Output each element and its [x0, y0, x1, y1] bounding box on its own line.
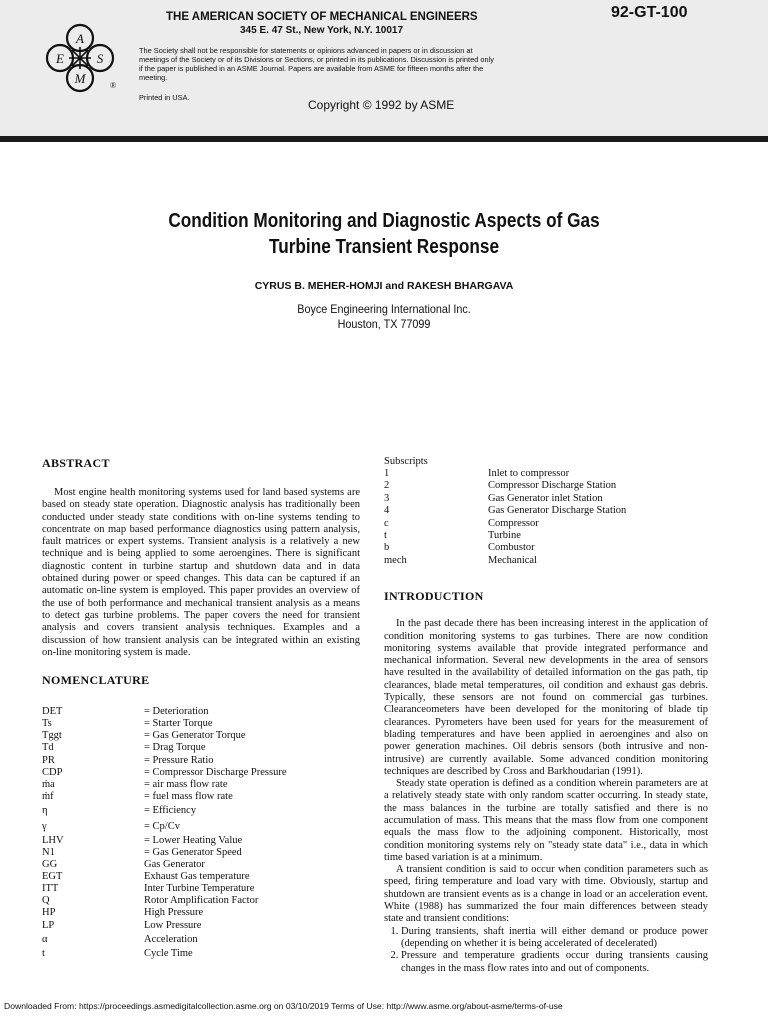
nomenclature-row: [42, 755, 360, 767]
nomenclature-definition: Gas Generator: [144, 859, 205, 871]
nomenclature-definition: = fuel mass flow rate: [144, 790, 233, 802]
subscript-definition: Gas Generator Discharge Station: [488, 505, 627, 517]
nomenclature-definition: Acceleration: [144, 933, 198, 945]
subscript-symbol: b: [384, 542, 390, 554]
subscript-symbol: 3: [384, 492, 390, 504]
logo-letter-m: M: [74, 71, 86, 86]
society-address: 345 E. 47 St., New York, N.Y. 10017: [240, 25, 404, 36]
nomenclature-definition: = Lower Heating Value: [144, 834, 243, 846]
subscript-symbol: 1: [384, 468, 390, 479]
nomenclature-symbol: t: [42, 947, 45, 959]
affiliation-location: Houston, TX 77099: [337, 317, 431, 331]
list-item: 1. During transients, shaft inertia will either demand or produce power (depending on whether it is being accelerated of decelerated): [401, 926, 708, 951]
subscript-definition: Turbine: [488, 530, 521, 542]
nomenclature-row: [42, 767, 360, 779]
nomenclature-definition: = Drag Torque: [144, 742, 206, 754]
paper-title: [54, 208, 714, 260]
subscript-symbol: 2: [384, 480, 390, 492]
nomenclature-definition: = Starter Torque: [144, 718, 213, 730]
subscripts-list: [384, 468, 708, 567]
subscript-symbol: mech: [384, 554, 407, 566]
nomenclature-symbol: EGT: [42, 871, 63, 883]
abstract-heading: ABSTRACT: [42, 456, 110, 470]
introduction-paragraph-3: A transient condition is said to occur when condition parameters such as speed, firing temperature and load vary with time. Obviously, startup and shutdown are transient events as is a change in load or an acceleration event. White (1988) has summarized the four main differences between steady state and transient conditions:: [384, 864, 708, 925]
copyright-text: Copyright © 1992 by ASME: [308, 98, 455, 112]
nomenclature-definition: Cycle Time: [144, 947, 193, 959]
transient-differences-list: [384, 926, 708, 975]
nomenclature-symbol: Tggt: [42, 730, 62, 742]
logo-registered: ®: [109, 81, 117, 90]
logo-letter-s: S: [96, 51, 104, 66]
logo-letter-e: E: [56, 51, 64, 66]
nomenclature-row: [42, 706, 360, 718]
nomenclature-row: [42, 791, 360, 803]
introduction-heading: INTRODUCTION: [384, 589, 484, 604]
nomenclature-symbol: N1: [42, 847, 55, 858]
subscript-definition: Combustor: [488, 542, 535, 554]
introduction-paragraph-1: In the past decade there has been increasing interest in the application of condition monitoring systems to gas turbines. There are now condition monitoring systems available that provide integrated performance and mechanical information. Several new developments in the area of sensors have resulted in the availability of detailed information on the gas path, tip clearances, blade metal temperatures, oil condition and exhaust gas debris. Typically, these sensors are not found on commercial gas turbines. Clearanceometers have been developed for the monitoring of blade tip clearances. Pyrometers have been used for years for the measurement of blading temperatures and have been applied in aeroengines and also on power generation machines. Oil debris sensors (both intrusive and non-intrusive) are currently available. Some advanced condition monitoring techniques are described by Cross and Barkhoudarian (1991).: [384, 618, 708, 777]
nomenclature-symbol: HP: [42, 907, 56, 919]
nomenclature-symbol: DET: [42, 706, 63, 718]
nomenclature-symbol: Q: [42, 895, 50, 907]
paper-authors: CYRUS B. MEHER-HOMJI and RAKESH BHARGAVA: [254, 280, 514, 292]
nomenclature-symbol: ṁf: [42, 790, 54, 802]
nomenclature-definition: = Efficiency: [144, 804, 197, 816]
subscript-symbol: c: [384, 517, 389, 529]
nomenclature-definition: Inter Turbine Temperature: [144, 883, 255, 895]
nomenclature-row: [42, 819, 360, 835]
title-line-1: Condition Monitoring and Diagnostic Aspects of Gas: [168, 210, 600, 232]
nomenclature-symbol: γ: [42, 820, 47, 832]
subscript-row: [384, 555, 708, 567]
download-footer: Downloaded From: https://proceedings.asmedigitalcollection.asme.org on 03/10/2019 Terms of Use: http://www.asme.org/about-asme/terms-of-use: [4, 1001, 563, 1011]
subscripts-heading: Subscripts: [384, 456, 428, 467]
nomenclature-row: [42, 932, 360, 948]
header-rule: [0, 136, 768, 142]
nomenclature-row: [42, 883, 360, 895]
nomenclature-row: [42, 742, 360, 754]
subscript-definition: Compressor: [488, 517, 539, 529]
nomenclature-row: [42, 907, 360, 919]
author-affiliation-block: [38, 302, 729, 332]
nomenclature-symbol: LP: [42, 919, 55, 931]
subscript-symbol: t: [384, 530, 387, 542]
society-name: THE AMERICAN SOCIETY OF MECHANICAL ENGINEERS: [166, 11, 478, 23]
nomenclature-symbol: ṁa: [42, 778, 55, 790]
affiliation: Boyce Engineering International Inc.: [297, 302, 471, 316]
logo-letter-a: A: [76, 31, 84, 46]
paper-number: 92-GT-100: [611, 4, 688, 21]
left-column: [42, 456, 360, 960]
nomenclature-row: [42, 948, 360, 960]
printed-in-text: Printed in USA.: [139, 93, 190, 102]
nomenclature-definition: = air mass flow rate: [144, 778, 228, 790]
nomenclature-row: [42, 871, 360, 883]
nomenclature-definition: High Pressure: [144, 907, 204, 919]
nomenclature-definition: = Cp/Cv: [144, 820, 180, 832]
title-line-2: Turbine Transient Response: [268, 236, 500, 258]
nomenclature-definition: = Gas Generator Speed: [144, 847, 242, 858]
nomenclature-symbol: CDP: [42, 766, 63, 778]
nomenclature-row: [42, 847, 360, 859]
nomenclature-definition: Rotor Amplification Factor: [144, 895, 259, 907]
nomenclature-definition: Exhaust Gas temperature: [144, 871, 250, 883]
nomenclature-symbol: η: [42, 804, 48, 816]
subscript-definition: Compressor Discharge Station: [488, 480, 617, 492]
nomenclature-symbol: GG: [42, 859, 58, 871]
right-column: [384, 456, 708, 975]
nomenclature-symbol: ITT: [42, 883, 59, 895]
subscript-definition: Mechanical: [488, 554, 537, 566]
subscript-row: [384, 480, 708, 492]
nomenclature-heading: NOMENCLATURE: [42, 673, 150, 688]
disclaimer-text: The Society shall not be responsible for statements or opinions advanced in papers or in discussion at meetings of the Society or of its Divisions or Sections, or printed in its publications. Discussion is printed only if the paper is published in an ASME Journal. Papers are available from ASME for fifteen months after the meeting.: [139, 46, 494, 82]
nomenclature-row: [42, 920, 360, 932]
nomenclature-row: [42, 730, 360, 742]
subscript-row: [384, 505, 708, 517]
nomenclature-row: [42, 859, 360, 871]
subscript-definition: Inlet to compressor: [488, 468, 570, 479]
nomenclature-symbol: Ts: [42, 718, 52, 730]
nomenclature-symbol: LHV: [42, 834, 64, 846]
subscript-definition: Gas Generator inlet Station: [488, 492, 603, 504]
nomenclature-list: [42, 706, 360, 960]
nomenclature-row: [42, 895, 360, 907]
nomenclature-row: [42, 718, 360, 730]
nomenclature-definition: = Deterioration: [144, 706, 209, 718]
nomenclature-row: [42, 803, 360, 819]
nomenclature-row: [42, 835, 360, 847]
introduction-paragraph-2: Steady state operation is defined as a condition wherein parameters are at a relatively steady state with only random scatter occurring. In steady state, the mass balances in the turbine are totally satisfied and there is no accumulation of mass. This means that the mass flow from one component equals the mass flow to the adjoining component. Historically, most condition monitoring systems rely on "steady state data" i.e., data in which time based variation is at a minimum.: [384, 778, 708, 863]
nomenclature-symbol: α: [42, 933, 48, 945]
nomenclature-row: [42, 779, 360, 791]
list-item: 2. Pressure and temperature gradients occur during transients causing changes in the mass flow rates into and out of components.: [401, 950, 708, 975]
nomenclature-symbol: PR: [42, 754, 55, 766]
subscript-row: [384, 530, 708, 542]
paper-header: [0, 0, 768, 136]
nomenclature-symbol: Td: [42, 742, 54, 754]
nomenclature-definition: Low Pressure: [144, 919, 202, 931]
nomenclature-definition: = Pressure Ratio: [144, 754, 214, 766]
subscript-row: [384, 542, 708, 554]
subscript-row: [384, 493, 708, 505]
asme-logo-icon: [40, 22, 120, 94]
subscript-symbol: 4: [384, 505, 390, 517]
nomenclature-definition: = Compressor Discharge Pressure: [144, 766, 287, 778]
nomenclature-definition: = Gas Generator Torque: [144, 730, 246, 742]
subscript-row: [384, 518, 708, 530]
abstract-text: Most engine health monitoring systems used for land based systems are based on steady state operation. Diagnostic analysis has traditionally been conducted under steady state conditions with on-line systems tending to concentrate on map based performance diagnostics using pattern analysis, fault matrices or expert systems. Transient analysis is a relatively a new technique and is being applied to some aeroengines. There is significant diagnostic content in turbine startup and shutdown data and in data obtained during power or speed changes. This data can be captured if an automatic on-line system is employed. This paper provides an overview of the use of both performance and mechanical transient analysis as a means to detect gas turbine problems. The paper covers the need for transient analysis and covers transient analysis techniques. Examples and a discussion of how transient analysis can be integrated within an existing on-line monitoring system is made.: [42, 487, 360, 658]
subscript-row: [384, 468, 708, 480]
